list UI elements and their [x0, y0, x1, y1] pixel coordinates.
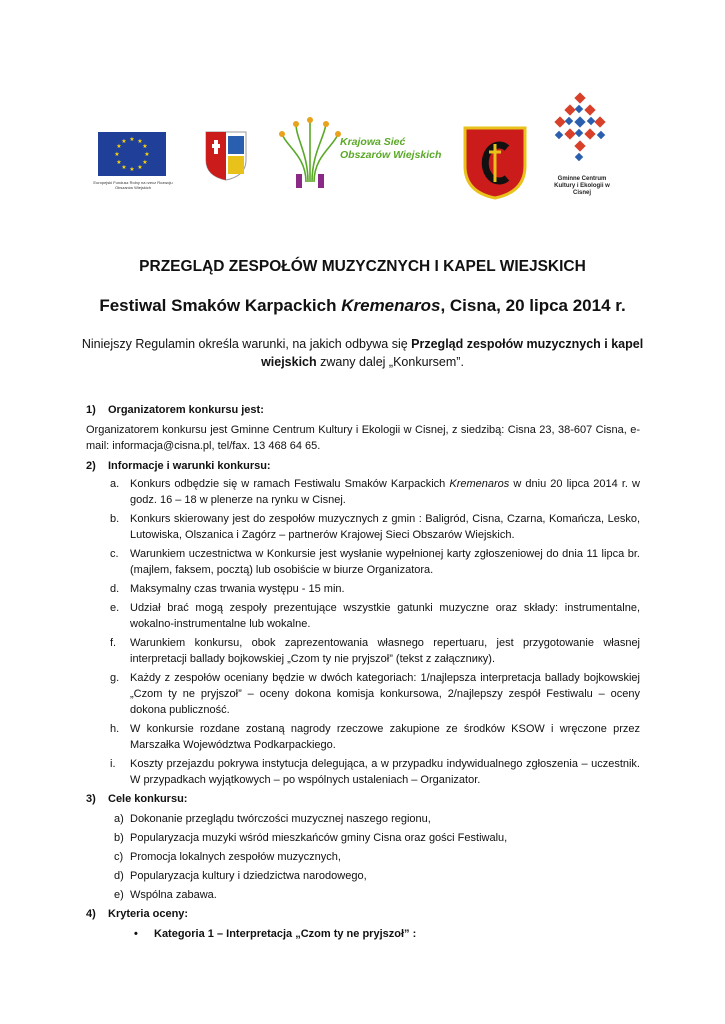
section-number: 3)	[86, 793, 96, 805]
bullet-icon: •	[134, 928, 138, 940]
item-label: h.	[110, 723, 120, 735]
conditions-list	[86, 476, 640, 788]
item-text: Warunkiem konkursu, obok zaprezentowania własnego repertuaru, jest przygotowanie własnej interpretacji ballady bojkowskiej „Czom ty nie pryjszoł” (tekst z załącznику).	[130, 637, 640, 665]
svg-text:★: ★	[142, 159, 148, 166]
svg-text:★: ★	[142, 143, 148, 150]
svg-text:★: ★	[137, 164, 143, 171]
svg-text:★: ★	[137, 138, 143, 145]
subtitle-pre: Festiwal Smaków Karpackich	[99, 296, 342, 315]
intro-paragraph	[80, 335, 645, 371]
eu-caption: Europejski Fundusz Rolny na rzecz Rozwoju Obszarów Wiejskich	[93, 180, 173, 190]
intro-pre: Niniejszy Regulamin określa warunki, na jakich odbywa się	[81, 337, 412, 351]
item-text: w dniu 20 lipca 2014 r. w godz. 16 – 18 w plenerze na rynku w Cisnej.	[130, 478, 640, 506]
regulations-body	[86, 402, 640, 942]
list-item	[86, 600, 640, 632]
item-label: c)	[114, 851, 124, 863]
svg-text:★: ★	[129, 136, 135, 143]
item-label: i.	[110, 758, 116, 770]
ksow-line2: Obszarów Wiejskich	[340, 149, 442, 161]
item-text: Dokonanie przeglądu twórczości muzycznej naszego regionu,	[130, 813, 431, 825]
item-label: f.	[110, 637, 117, 649]
svg-text:★: ★	[114, 151, 120, 158]
item-label: a)	[114, 813, 124, 825]
svg-text:★: ★	[116, 143, 122, 150]
list-item	[86, 887, 640, 903]
subtitle-italic: Kremenaros	[341, 296, 441, 315]
list-item	[86, 721, 640, 753]
item-label: a.	[110, 478, 120, 490]
list-item	[86, 811, 640, 827]
section-1-text: Organizatorem konkursu jest Gminne Centrum Kultury i Ekologii w Cisnej, z siedzibą: Cisna 23, 38-607 Cisna, e-mail: informacja@cisna.pl, tel/fax. 13 468 64 65.	[86, 424, 640, 452]
item-text: Popularyzacja kultury i dziedzictwa narodowego,	[130, 870, 367, 882]
list-item	[86, 635, 640, 667]
item-label: b)	[114, 832, 124, 844]
eu-flag-logo	[98, 132, 166, 176]
svg-text:★: ★	[121, 164, 127, 171]
item-text: Warunkiem uczestnictwa w Konkursie jest wysłanie wypełnionej karty zgłoszeniowej do dnia 11 lipca br. (majlem, faksem, pocztą) lub osobiście w biurze Organizatora.	[130, 548, 640, 576]
voivodeship-crest-logo	[204, 130, 248, 182]
item-text: Popularyzacja muzyki wśród mieszkańców gminy Cisna oraz gości Festiwalu,	[130, 832, 508, 844]
section-4-heading	[86, 906, 640, 922]
item-label: c.	[110, 548, 119, 560]
item-text: Konkurs odbędzie się w ramach Festiwalu Smaków Karpackich	[130, 478, 450, 490]
section-1-heading	[86, 402, 640, 418]
item-text: Każdy z zespołów oceniany będzie w dwóch kategoriach: 1/najlepsza interpretacja ballady bojkowskiej „Czom ty ne pryjszoł” – oceny dokona komisja konkursowa, 2/najlepszy zespół Festiwalu – oceny dokona publiczność.	[130, 672, 640, 716]
intro-bold: Przegląd zespołów muzycznych i kapel wiejskich	[261, 337, 644, 369]
section-number: 4)	[86, 908, 96, 920]
section-title: Informacje i warunki konkursu:	[108, 460, 271, 472]
criteria-item	[86, 926, 640, 942]
svg-text:★: ★	[116, 159, 122, 166]
section-3-heading	[86, 791, 640, 807]
document-title: PRZEGLĄD ZESPOŁÓW MUZYCZNYCH I KAPEL WIEJSKICH	[139, 258, 586, 275]
item-text: Konkurs skierowany jest do zespołów muzycznych z gmin : Baligród, Cisna, Czarna, Komańcza, Lesko, Lutowiska, Olszanica i Zagórz – partnerów Krajowej Sieci Obszarów Wiejskich.	[130, 513, 640, 541]
section-title: Cele konkursu:	[108, 793, 188, 805]
section-title: Kryteria oceny:	[108, 908, 189, 920]
item-label: d)	[114, 870, 124, 882]
intro-post: zwany dalej „Konkursem”.	[316, 355, 464, 369]
goals-list	[86, 811, 640, 903]
logo-bar	[0, 86, 725, 216]
item-text: Promocja lokalnych zespołów muzycznych,	[130, 851, 341, 863]
list-item	[86, 830, 640, 846]
list-item	[86, 670, 640, 718]
list-item	[86, 546, 640, 578]
criteria-text: Kategoria 1 – Interpretacja „Czom ty ne pryjszoł” :	[154, 928, 417, 940]
item-text: Maksymalny czas trwania występu - 15 min.	[130, 583, 345, 595]
gcki-caption: Gminne Centrum Kultury i Ekologii w Cisnej	[554, 176, 610, 196]
item-label: e)	[114, 889, 124, 901]
list-item	[86, 849, 640, 865]
list-item	[86, 756, 640, 788]
item-label: g.	[110, 672, 120, 684]
list-item	[86, 511, 640, 543]
cisna-crest-logo	[463, 126, 527, 200]
section-title: Organizatorem konkursu jest:	[108, 404, 264, 416]
list-item	[86, 581, 640, 597]
svg-text:★: ★	[129, 166, 135, 173]
ksow-text	[340, 136, 441, 162]
section-number: 1)	[86, 404, 96, 416]
document-subtitle	[0, 296, 725, 316]
subtitle-post: , Cisna, 20 lipca 2014 r.	[440, 296, 626, 315]
item-text: Wspólna zabawa.	[130, 889, 217, 901]
list-item	[86, 476, 640, 508]
item-italic: Kremenaros	[449, 478, 510, 490]
section-number: 2)	[86, 460, 96, 472]
item-text: W konkursie rozdane zostaną nagrody rzeczowe zakupione ze środków KSOW i wręczone przez Marszałka Województwa Podkarpackiego.	[130, 723, 640, 751]
item-label: d.	[110, 583, 120, 595]
list-item	[86, 868, 640, 884]
item-text: Udział brać mogą zespoły prezentujące wszystkie gatunki muzyczne oraz składy: instrumentalne, wokalno-instrumentalne lub wokalne.	[130, 602, 640, 630]
gcki-logo	[544, 88, 616, 172]
ksow-line1: Krajowa Sieć	[340, 136, 406, 148]
svg-text:★: ★	[144, 151, 150, 158]
svg-text:★: ★	[121, 138, 127, 145]
item-label: b.	[110, 513, 120, 525]
section-2-heading	[86, 458, 640, 474]
item-text: Koszty przejazdu pokrywa instytucja delegująca, a w przypadku indywidualnego zgłoszenia – uczestnik. W przypadkach wyjątkowych – po wspólnych ustaleniach – Organizator.	[130, 758, 640, 786]
item-label: e.	[110, 602, 120, 614]
